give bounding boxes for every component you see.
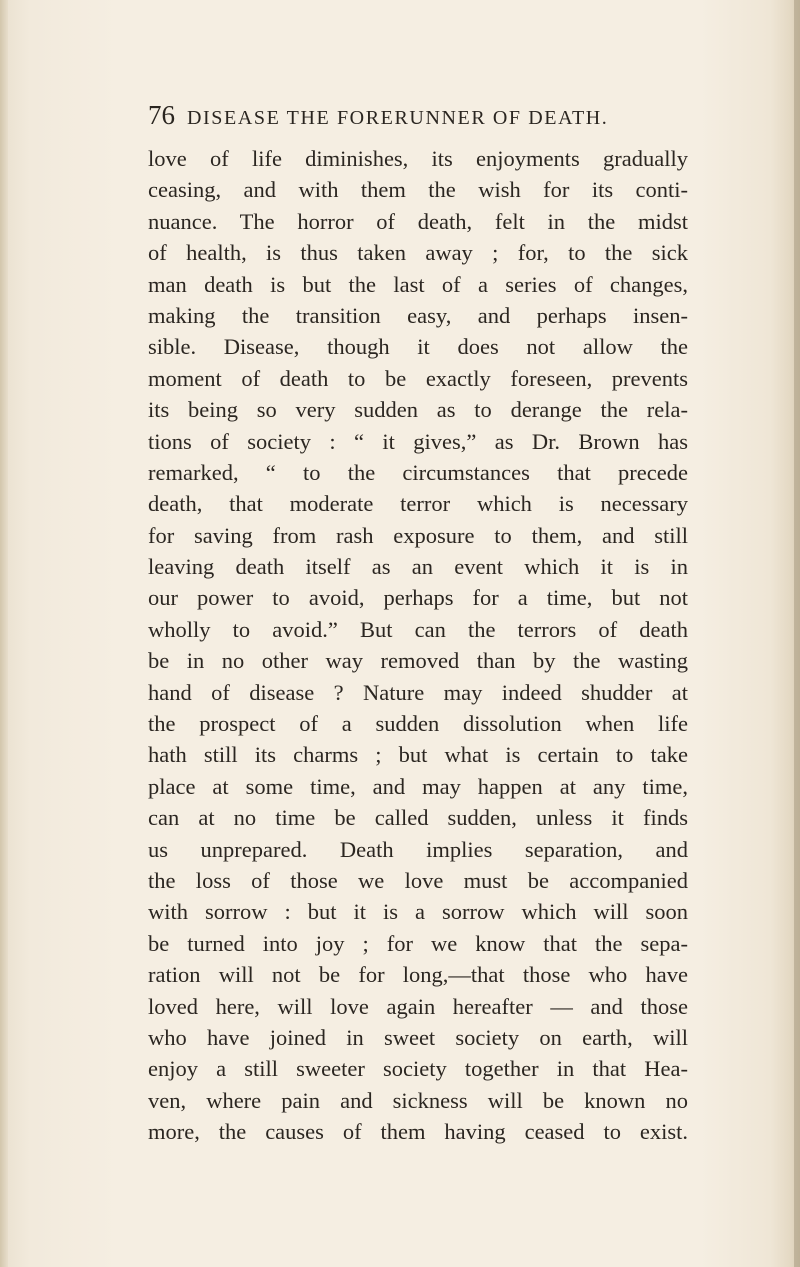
page-number: 76 [148,100,175,130]
text-line: place at some time, and may happen at any time, [148,773,688,799]
text-line: our power to avoid, perhaps for a time, but not [148,585,688,611]
text-line: death, that moderate terror which is necessary [148,491,688,517]
text-line: sible. Disease, though it does not allow the [148,334,688,360]
text-line: can at no time be called sudden, unless it finds [148,805,688,831]
text-line: more, the causes of them having ceased to exist. [148,1119,688,1145]
text-line: man death is but the last of a series of changes, [148,271,688,297]
text-line: remarked, “ to the circumstances that precede [148,459,688,485]
text-line: love of life diminishes, its enjoyments gradually [148,146,688,171]
text-line: tions of society : “ it gives,” as Dr. Brown has [148,428,688,454]
page-right-edge [794,0,800,1267]
text-line: making the transition easy, and perhaps insen- [148,302,688,328]
text-line: be in no other way removed than by the wasting [148,648,688,674]
text-line: ven, where pain and sickness will be known no [148,1087,688,1113]
text-line: moment of death to be exactly foreseen, prevents [148,365,688,391]
text-line: loved here, will love again hereafter — and those [148,993,688,1019]
body-text [148,143,688,1148]
text-line: the prospect of a sudden dissolution when life [148,711,688,737]
text-line: hath still its charms ; but what is certain to take [148,742,688,768]
text-line: ceasing, and with them the wish for its conti- [148,177,688,203]
text-line: its being so very sudden as to derange the rela- [148,397,688,423]
text-line: who have joined in sweet society on earth, will [148,1024,688,1050]
text-line: of health, is thus taken away ; for, to the sick [148,240,688,266]
text-line: hand of disease ? Nature may indeed shudder at [148,679,688,705]
page-header [148,100,688,136]
text-line: the loss of those we love must be accompanied [148,867,688,893]
running-head: DISEASE THE FORERUNNER OF DEATH. [187,107,609,129]
text-line: be turned into joy ; for we know that the sepa- [148,930,688,956]
text-line: us unprepared. Death implies separation, and [148,836,688,862]
text-line: ration will not be for long,—that those who have [148,962,688,988]
text-line: wholly to avoid.” But can the terrors of death [148,616,688,642]
page-left-edge [0,0,8,1267]
text-line: with sorrow : but it is a sorrow which will soon [148,899,688,925]
text-line: leaving death itself as an event which it is in [148,554,688,580]
text-line: enjoy a still sweeter society together in that Hea- [148,1056,688,1082]
text-line: for saving from rash exposure to them, and still [148,522,688,548]
text-line: nuance. The horror of death, felt in the midst [148,208,688,234]
